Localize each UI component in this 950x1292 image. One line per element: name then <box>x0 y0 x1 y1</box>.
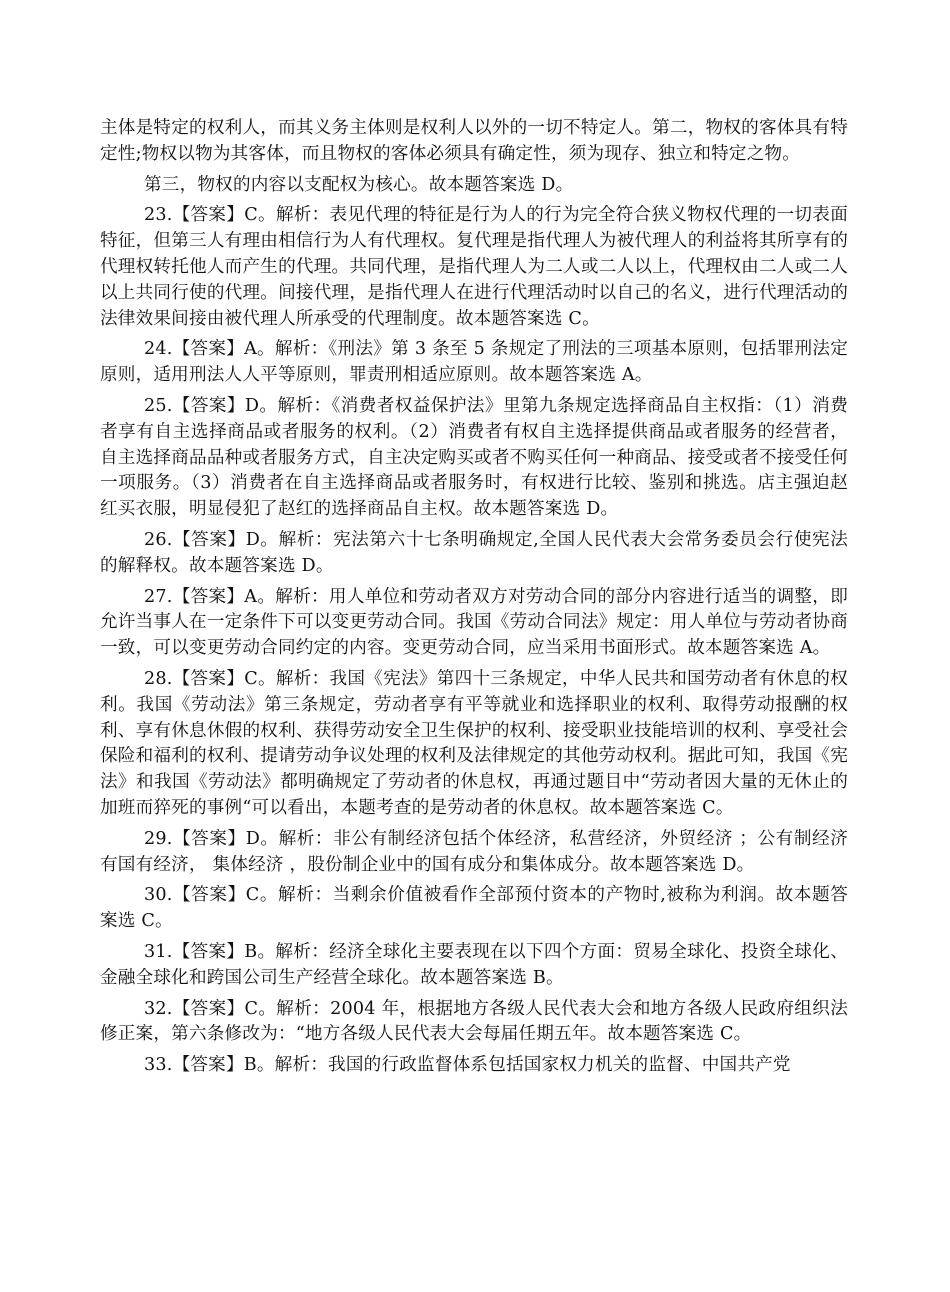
answer-26: 26.【答案】D。解析：宪法第六十七条明确规定,全国人民代表大会常务委员会行使宪法的解释权。故本题答案选 D。 <box>100 529 848 576</box>
answer-32: 32.【答案】C。解析：2004 年，根据地方各级人民代表大会和地方各级人民政府组织法修正案，第六条修改为：“地方各级人民代表大会每届任期五年。故本题答案选 C。 <box>100 998 848 1045</box>
answer-25: 25.【答案】D。解析：《消费者权益保护法》里第九条规定选择商品自主权指：（1）消费者享有自主选择商品或者服务的权利。（2）消费者有权自主选择提供商品或者服务的经营者，自主选择商品品种或者服务方式，自主决定购买或者不购买任何一种商品、接受或者不接受任何一项服务。（3）消费者在自主选择商品或者服务时，有权进行比较、鉴别和挑选。店主强迫赵红买衣服，明显侵犯了赵红的选择商品自主权。故本题答案选 D。 <box>100 395 848 520</box>
answer-31: 31.【答案】B。解析：经济全球化主要表现在以下四个方面：贸易全球化、投资全球化、金融全球化和跨国公司生产经营全球化。故本题答案选 B。 <box>100 941 848 988</box>
answer-29: 29.【答案】D。解析：非公有制经济包括个体经济，私营经济，外贸经济 ；公有制经济有国有经济， 集体经济 ，股份制企业中的国有成分和集体成分。故本题答案选 D。 <box>100 828 848 875</box>
paragraph-continuation: 主体是特定的权利人，而其义务主体则是权利人以外的一切不特定人。第二，物权的客体具有特定性;物权以物为其客体，而且物权的客体必须具有确定性，须为现存、独立和特定之物。 <box>100 118 848 164</box>
document-page <box>100 116 848 1084</box>
answer-28: 28.【答案】C。解析：我国《宪法》第四十三条规定，中华人民共和国劳动者有休息的权利。我国《劳动法》第三条规定，劳动者享有平等就业和选择职业的权利、取得劳动报酬的权利、享有休息休假的权利、获得劳动安全卫生保护的权利、接受职业技能培训的权利、享受社会保险和福利的权利、提请劳动争议处理的权利及法律规定的其他劳动权利。据此可知，我国《宪法》和我国《劳动法》都明确规定了劳动者的休息权，再通过题目中“劳动者因大量的无休止的加班而猝死的事例“可以看出，本题考查的是劳动者的休息权。故本题答案选 C。 <box>100 668 848 818</box>
answer-33: 33.【答案】B。解析：我国的行政监督体系包括国家权力机关的监督、中国共产党 <box>144 1055 791 1076</box>
answer-24: 24.【答案】A。解析：《刑法》第 3 条至 5 条规定了刑法的三项基本原则，包括罪刑法定原则，适用刑法人人平等原则，罪责刑相适应原则。故本题答案选 A。 <box>100 339 848 386</box>
paragraph-property-content: 第三，物权的内容以支配权为核心。故本题答案选 D。 <box>144 174 574 195</box>
answer-30: 30.【答案】C。解析：当剩余价值被看作全部预付资本的产物时,被称为利润。故本题答案选 C。 <box>100 885 848 932</box>
answer-23: 23.【答案】C。解析：表见代理的特征是行为人的行为完全符合狭义物权代理的一切表面特征，但第三人有理由相信行为人有代理权。复代理是指代理人为被代理人的利益将其所享有的代理权转托他人而产生的代理。共同代理，是指代理人为二人或二人以上，代理权由二人或二人以上共同行使的代理。间接代理，是指代理人在进行代理活动时以自己的名义，进行代理活动的法律效果间接由被代理人所承受的代理制度。故本题答案选 C。 <box>100 205 848 329</box>
answer-27: 27.【答案】A。解析：用人单位和劳动者双方对劳动合同的部分内容进行适当的调整，即允许当事人在一定条件下可以变更劳动合同。我国《劳动合同法》规定：用人单位与劳动者协商一致，可以变更劳动合同约定的内容。变更劳动合同，应当采用书面形式。故本题答案选 A。 <box>100 586 848 659</box>
